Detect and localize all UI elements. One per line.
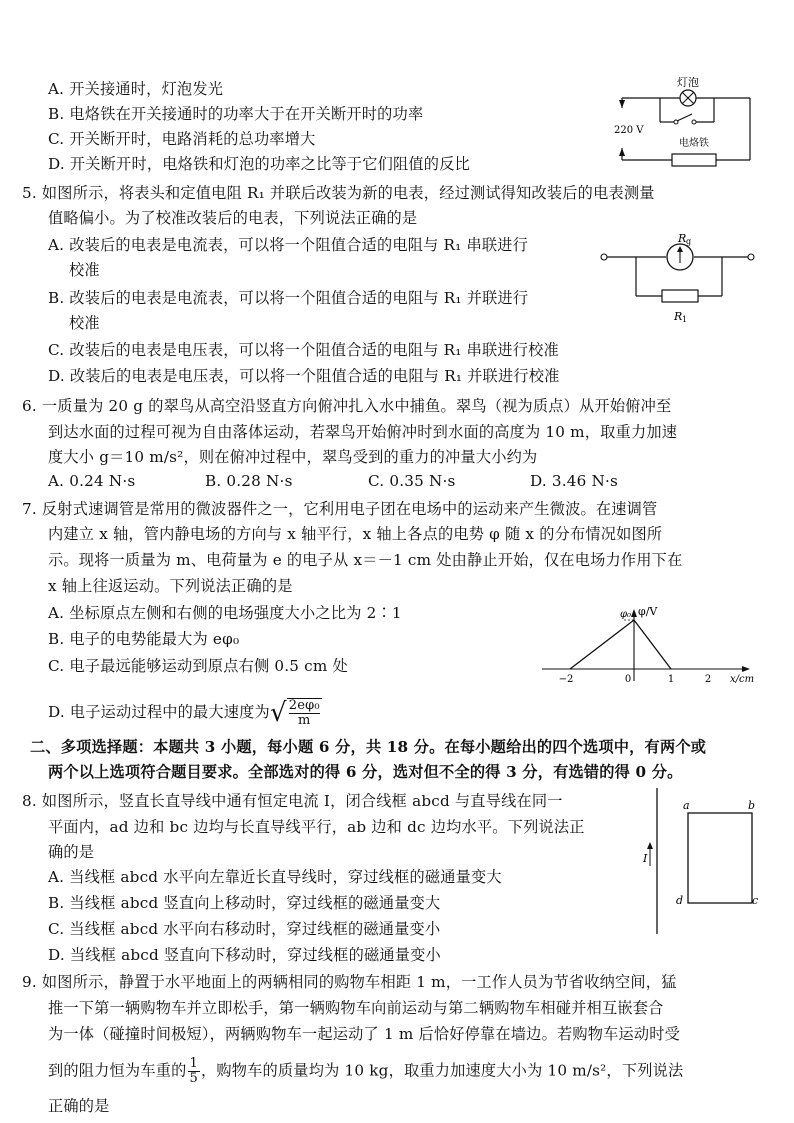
section2-heading-line2: 两个以上选项符合题目要求。全部选对的得 6 分，选对但不全的得 3 分，有选错的得 0 分。	[48, 763, 683, 781]
q5-option-b: B. 改装后的电表是电流表，可以将一个阻值合适的电阻与 R₁ 并联进行	[48, 289, 529, 307]
q8-wire-loop-diagram	[630, 786, 770, 936]
q7-stem-line1: 7. 反射式速调管是常用的微波器件之一，它利用电子团在电场中的运动来产生微波。在速调管	[22, 500, 658, 518]
section2-heading-line1: 二、多项选择题：本题共 3 小题，每小题 6 分，共 18 分。在每小题给出的四个选项中，有两个或	[30, 738, 707, 756]
q4-option-c: C. 开关断开时，电路消耗的总功率增大	[48, 130, 316, 148]
q5-meter-label: R	[678, 232, 687, 245]
q7-tick-neg2: −2	[558, 674, 574, 685]
q5-resistor-sub: 1	[682, 315, 688, 324]
q8-stem-line1: 8. 如图所示，竖直长直导线中通有恒定电流 I，闭合线框 abcd 与直导线在同一	[22, 792, 563, 810]
q8-option-c: C. 当线框 abcd 水平向右移动时，穿过线框的磁通量变小	[48, 920, 441, 938]
q7-option-c: C. 电子最远能够运动到原点右侧 0.5 cm 处	[48, 657, 348, 675]
q5-option-d: D. 改装后的电表是电压表，可以将一个阻值合适的电阻与 R₁ 并联进行校准	[48, 367, 560, 385]
q6-option-d: D. 3.46 N·s	[530, 472, 619, 490]
q7-tick-0: 0	[624, 674, 632, 685]
q5-option-c: C. 改装后的电表是电压表，可以将一个阻值合适的电阻与 R₁ 串联进行校准	[48, 341, 559, 359]
q7-sqrt-denominator: m	[298, 713, 311, 728]
q4-iron-label: 电烙铁	[679, 138, 709, 149]
q7-option-b: B. 电子的电势能最大为 eφ₀	[48, 630, 240, 648]
q5-option-a: A. 改装后的电表是电流表，可以将一个阻值合适的电阻与 R₁ 串联进行	[48, 236, 529, 254]
q4-option-b: B. 电烙铁在开关接通时的功率大于在开关断开时的功率	[48, 105, 424, 123]
q9-fraction-numerator: 1	[189, 1056, 198, 1071]
q9-fraction-denominator: 5	[189, 1071, 198, 1086]
q8-vertex-c: c	[752, 894, 759, 907]
q5-option-b-cont: 校准	[69, 314, 100, 332]
q5-stem-line1: 5. 如图所示，将表头和定值电阻 R₁ 并联后改装为新的电表，经过测试得知改装后的电表测量	[22, 184, 655, 202]
switch-icon	[677, 114, 692, 121]
q7-stem-line2: 内建立 x 轴，管内静电场的方向与 x 轴平行，x 轴上各点的电势 φ 随 x 的分布情况如图所	[48, 525, 663, 543]
q7-tick-1: 1	[667, 674, 675, 685]
q7-x-axis-label: x/cm	[730, 674, 755, 685]
q7-sqrt-numerator: 2eφ₀	[288, 698, 320, 713]
q6-stem-line3: 度大小 g＝10 m/s²，则在俯冲过程中，翠鸟受到的重力的冲量大小约为	[48, 448, 538, 466]
q5-resistor-label: R	[674, 310, 683, 323]
q8-stem-line2: 平面内，ad 边和 bc 边均与长直导线平行，ab 边和 dc 边均水平。下列说法正	[48, 818, 585, 836]
q7-stem-line3: 示。现将一质量为 m、电荷量为 e 的电子从 x＝－1 cm 处由静止开始，仅在电场力作用下在	[48, 551, 683, 569]
q5-meter-circuit	[598, 228, 758, 324]
q7-potential-graph	[540, 603, 760, 685]
loop-abcd	[688, 813, 752, 903]
q4-option-a: A. 开关接通时，灯泡发光	[48, 80, 224, 98]
q5-option-a-cont: 校准	[69, 261, 100, 279]
potential-curve	[570, 620, 671, 669]
q4-voltage-label: 220 V	[614, 125, 644, 136]
q6-stem-line1: 6. 一质量为 20 g 的翠鸟从高空沿竖直方向俯冲扎入水中捕鱼。翠鸟（视为质点）从开始俯冲至	[22, 397, 672, 415]
q9-stem-line1: 9. 如图所示，静置于水平地面上的两辆相同的购物车相距 1 m，一工作人员为节省收纳空间，猛	[22, 973, 677, 991]
q7-y-axis-label: φ/V	[638, 605, 658, 618]
q9-stem-line5: 正确的是	[48, 1097, 110, 1115]
q8-option-d: D. 当线框 abcd 竖直向下移动时，穿过线框的磁通量变小	[48, 946, 441, 964]
q9-stem-line4	[48, 1057, 683, 1086]
q8-stem-line3: 确的是	[48, 843, 95, 861]
q8-option-b: B. 当线框 abcd 竖直向上移动时，穿过线框的磁通量变大	[48, 894, 441, 912]
q5-stem-line2: 值略偏小。为了校准改装后的电表，下列说法正确的是	[48, 209, 418, 227]
q8-option-a: A. 当线框 abcd 水平向左靠近长直导线时，穿过线框的磁通量变大	[48, 868, 502, 886]
q5-meter-sub: g	[686, 237, 692, 246]
q4-circuit-diagram	[610, 72, 760, 170]
q8-vertex-a: a	[683, 799, 690, 812]
q6-option-b: B. 0.28 N·s	[205, 472, 293, 490]
q6-stem-line2: 到达水面的过程可视为自由落体运动，若翠鸟开始俯冲时到水面的高度为 10 m，取重力加速	[48, 423, 678, 441]
q7-option-a: A. 坐标原点左侧和右侧的电场强度大小之比为 2∶1	[48, 604, 402, 622]
q9-stem-line3: 为一体（碰撞时间极短），两辆购物车一起运动了 1 m 后恰好停靠在墙边。若购物车运动时受	[48, 1025, 681, 1043]
q9-stem-line2: 推一下第一辆购物车并立即松手，第一辆购物车向前运动与第二辆购物车相碰并相互嵌套合	[48, 999, 664, 1017]
q9-fraction	[188, 1057, 200, 1086]
q7-sqrt-expression: √ $\frac{\text{2eφ₀}}{m}$	[269, 698, 320, 728]
q8-vertex-d: d	[676, 894, 684, 907]
q7-tick-2: 2	[704, 674, 712, 685]
q9-stem-line4-suffix: ，购物车的质量均为 10 kg，取重力加速度大小为 10 m/s²，下列说法	[200, 1061, 684, 1080]
q4-bulb-label: 灯泡	[677, 76, 699, 89]
q4-option-d: D. 开关断开时，电烙铁和灯泡的功率之比等于它们阻值的反比	[48, 155, 470, 173]
q8-vertex-b: b	[748, 799, 756, 812]
q7-option-d-text: D. 电子运动过程中的最大速度为	[48, 703, 270, 721]
q7-peak-label: φ₀	[620, 609, 632, 620]
q7-stem-line4: x 轴上往返运动。下列说法正确的是	[48, 577, 293, 595]
q6-option-c: C. 0.35 N·s	[368, 472, 456, 490]
q8-current-label: I	[643, 852, 648, 865]
q7-option-d	[48, 698, 322, 728]
iron-resistor-icon	[672, 154, 716, 166]
q6-option-a: A. 0.24 N·s	[48, 472, 136, 490]
current-arrow-icon	[647, 842, 653, 849]
resistor-r1-icon	[662, 290, 698, 302]
q9-stem-line4-prefix: 到的阻力恒为车重的	[48, 1061, 187, 1080]
